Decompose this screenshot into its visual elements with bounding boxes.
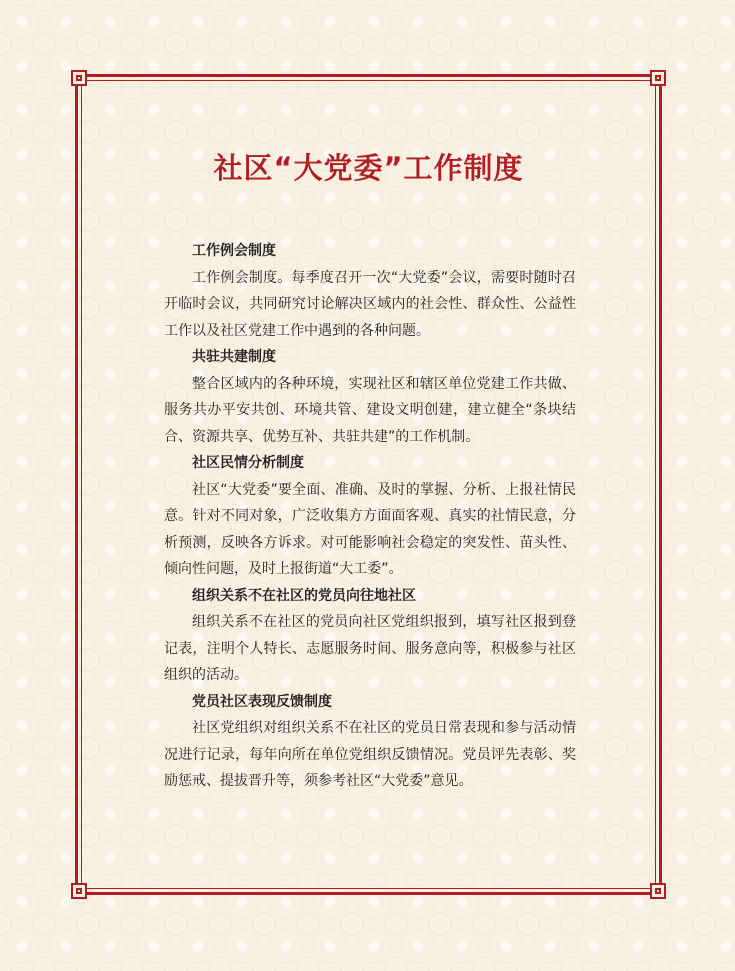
section-body: 社区党组织对组织关系不在社区的党员日常表现和参与活动情况进行记录，每年向所在单位党组织反馈情况。党员评先表彰、奖励惩戒、提拔晋升等，须参考社区“大党委”意见。 — [164, 720, 576, 789]
section-heading: 党员社区表现反馈制度 — [192, 693, 332, 710]
section-member-registration — [164, 583, 576, 689]
section-work-meeting — [164, 238, 576, 344]
section-heading: 社区民情分析制度 — [192, 455, 304, 471]
page-title: 社区“大党委”工作制度 — [213, 151, 524, 185]
section-feedback — [164, 689, 576, 795]
section-heading: 工作例会制度 — [192, 243, 276, 259]
corner-ornament-top-left — [71, 70, 87, 86]
document-body — [164, 238, 576, 795]
section-body: 工作例会制度。每季度召开一次“大党委”会议，需要时随时召开临时会议，共同研究讨论解决区域内的社会性、群众性、公益性工作以及社区党建工作中遇到的各种问题。 — [164, 269, 576, 339]
corner-ornament-bottom-left — [71, 883, 87, 899]
corner-ornament-bottom-right — [650, 883, 666, 899]
section-co-building — [164, 344, 576, 450]
section-body: 社区“大党委”要全面、准确、及时的掌握、分析、上报社情民意。针对不同对象，广泛收集方方面面客观、真实的社情民意，分析预测，反映各方诉求。对可能影响社会稳定的突发性、苗头性、倾向性问题，及时上报街道“大工委”。 — [164, 481, 576, 577]
section-body: 组织关系不在社区的党员向社区党组织报到，填写社区报到登记表，注明个人特长、志愿服务时间、服务意向等，积极参与社区组织的活动。 — [164, 614, 576, 683]
section-heading: 组织关系不在社区的党员向往地社区 — [192, 587, 416, 604]
corner-ornament-top-right — [650, 70, 666, 86]
section-heading: 共驻共建制度 — [192, 349, 276, 365]
section-public-opinion — [164, 450, 576, 583]
section-body: 整合区域内的各种环境，实现社区和辖区单位党建工作共做、服务共办平安共创、环境共管、建设文明创建，建立健全“条块结合、资源共享、优势互补、共驻共建”的工作机制。 — [164, 375, 576, 445]
